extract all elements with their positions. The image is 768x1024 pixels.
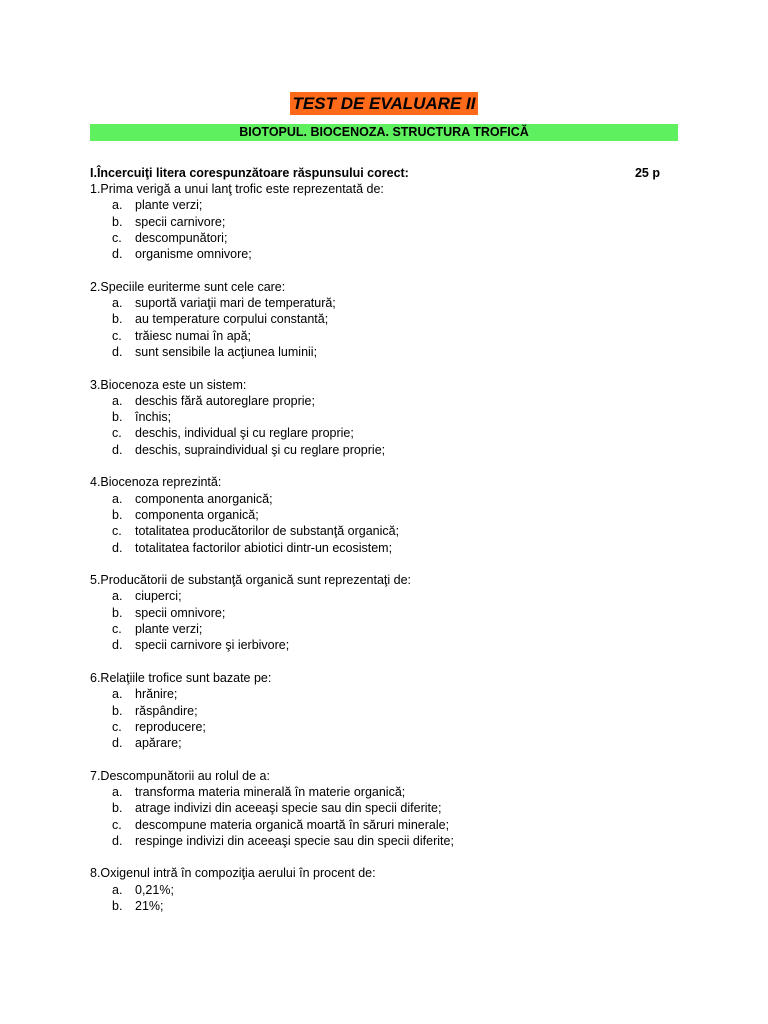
option-text: plante verzi; (135, 622, 203, 637)
option-letter: a. (112, 784, 123, 799)
option-text: descompune materia organică moartă în săruri minerale; (135, 817, 450, 832)
option-text: atrage indivizi din aceeaşi specie sau din specii diferite; (135, 801, 442, 816)
question-block (90, 670, 690, 751)
option-text: trăiesc numai în apă; (135, 328, 252, 343)
question-block (90, 474, 690, 555)
option-text: totalitatea factorilor abiotici dintr-un ecosistem; (135, 540, 393, 555)
option-letter: c. (112, 622, 122, 637)
option-text: specii carnivore; (135, 214, 226, 229)
option-letter: a. (112, 687, 123, 702)
question-block (90, 865, 690, 914)
answer-option (90, 425, 690, 441)
document-title: TEST DE EVALUARE II (290, 92, 479, 115)
answer-option (90, 637, 690, 653)
option-text: deschis, individual şi cu reglare proprie; (135, 426, 354, 441)
option-letter: c. (112, 230, 122, 245)
option-letter: d. (112, 247, 123, 262)
option-text: sunt sensibile la acţiunea luminii; (135, 344, 318, 359)
option-letter: d. (112, 540, 123, 555)
answer-option (90, 393, 690, 409)
option-letter: a. (112, 882, 123, 897)
option-letter: d. (112, 344, 123, 359)
answer-option (90, 621, 690, 637)
option-letter: b. (112, 605, 123, 620)
option-letter: c. (112, 524, 122, 539)
option-letter: c. (112, 719, 122, 734)
option-text: au temperature corpului constantă; (135, 312, 329, 327)
section-header (90, 165, 662, 181)
question-text: 1.Prima verigă a unui lanţ trofic este reprezentată de: (90, 182, 384, 196)
option-letter: d. (112, 638, 123, 653)
option-text: 21%; (135, 899, 164, 914)
option-letter: b. (112, 507, 123, 522)
answer-option (90, 540, 690, 556)
answer-option (90, 686, 690, 702)
answer-option (90, 800, 690, 816)
option-text: totalitatea producătorilor de substanţă organică; (135, 524, 400, 539)
answer-option (90, 491, 690, 507)
question-text: 8.Oxigenul intră în compoziţia aerului în procent de: (90, 866, 376, 881)
answer-option (90, 311, 690, 327)
question-text: 5.Producătorii de substanţă organică sunt reprezentaţi de: (90, 573, 412, 588)
question-block (90, 279, 690, 360)
option-text: specii carnivore şi ierbivore; (135, 638, 290, 653)
question-block (90, 377, 690, 458)
answer-option (90, 735, 690, 751)
option-text: respinge indivizi din aceeaşi specie sau din specii diferite; (135, 833, 454, 848)
option-letter: d. (112, 442, 123, 457)
option-text: răspândire; (135, 703, 198, 718)
question-text: 6.Relaţiile trofice sunt bazate pe: (90, 670, 272, 685)
option-text: descompunători; (135, 230, 228, 245)
option-text: închis; (135, 410, 172, 425)
option-text: plante verzi; (135, 198, 203, 213)
answer-option (90, 882, 690, 898)
option-letter: c. (112, 817, 122, 832)
answer-option (90, 898, 690, 914)
option-text: deschis fără autoreglare proprie; (135, 393, 315, 408)
question-block (90, 572, 690, 653)
answer-option (90, 507, 690, 523)
option-text: 0,21%; (135, 882, 174, 897)
document-subtitle: BIOTOPUL. BIOCENOZA. STRUCTURA TROFICĂ (90, 124, 678, 141)
question-block (90, 181, 690, 262)
answer-option (90, 295, 690, 311)
option-letter: b. (112, 214, 123, 229)
option-letter: c. (112, 426, 122, 441)
option-letter: a. (112, 296, 123, 311)
title-wrapper (0, 92, 768, 115)
answer-option (90, 817, 690, 833)
option-letter: b. (112, 899, 123, 914)
option-text: transforma materia minerală în materie organică; (135, 784, 406, 799)
answer-option (90, 523, 690, 539)
answer-option (90, 328, 690, 344)
answer-option (90, 442, 690, 458)
answer-option (90, 344, 690, 360)
option-text: specii omnivore; (135, 605, 226, 620)
option-text: suportă variaţii mari de temperatură; (135, 296, 336, 311)
option-text: deschis, supraindividual şi cu reglare proprie; (135, 442, 386, 457)
option-letter: c. (112, 328, 122, 343)
option-text: ciuperci; (135, 589, 182, 604)
question-text: 2.Speciile euriterme sunt cele care: (90, 279, 286, 294)
option-letter: a. (112, 589, 123, 604)
answer-option (90, 719, 690, 735)
questions-list (90, 181, 690, 931)
option-text: componenta anorganică; (135, 491, 273, 506)
section-points: 25 p (634, 166, 660, 180)
answer-option (90, 230, 690, 246)
answer-option (90, 605, 690, 621)
option-text: apărare; (135, 736, 182, 751)
section-heading: I.Încercuiţi litera corespunzătoare răspunsului corect: (90, 166, 409, 180)
option-letter: b. (112, 410, 123, 425)
question-text: 4.Biocenoza reprezintă: (90, 475, 222, 490)
option-letter: b. (112, 703, 123, 718)
question-block (90, 768, 690, 849)
option-letter: d. (112, 833, 123, 848)
option-letter: a. (112, 393, 123, 408)
option-text: reproducere; (135, 719, 206, 734)
answer-option (90, 784, 690, 800)
answer-option (90, 197, 690, 213)
answer-option (90, 409, 690, 425)
option-letter: a. (112, 491, 123, 506)
answer-option (90, 214, 690, 230)
answer-option (90, 833, 690, 849)
option-text: componenta organică; (135, 507, 259, 522)
option-letter: d. (112, 736, 123, 751)
option-text: organisme omnivore; (135, 247, 252, 262)
option-letter: b. (112, 801, 123, 816)
answer-option (90, 588, 690, 604)
question-text: 3.Biocenoza este un sistem: (90, 377, 247, 392)
question-text: 7.Descompunătorii au rolul de a: (90, 768, 270, 783)
answer-option (90, 703, 690, 719)
option-letter: b. (112, 312, 123, 327)
answer-option (90, 246, 690, 262)
option-letter: a. (112, 198, 123, 213)
option-text: hrănire; (135, 687, 178, 702)
